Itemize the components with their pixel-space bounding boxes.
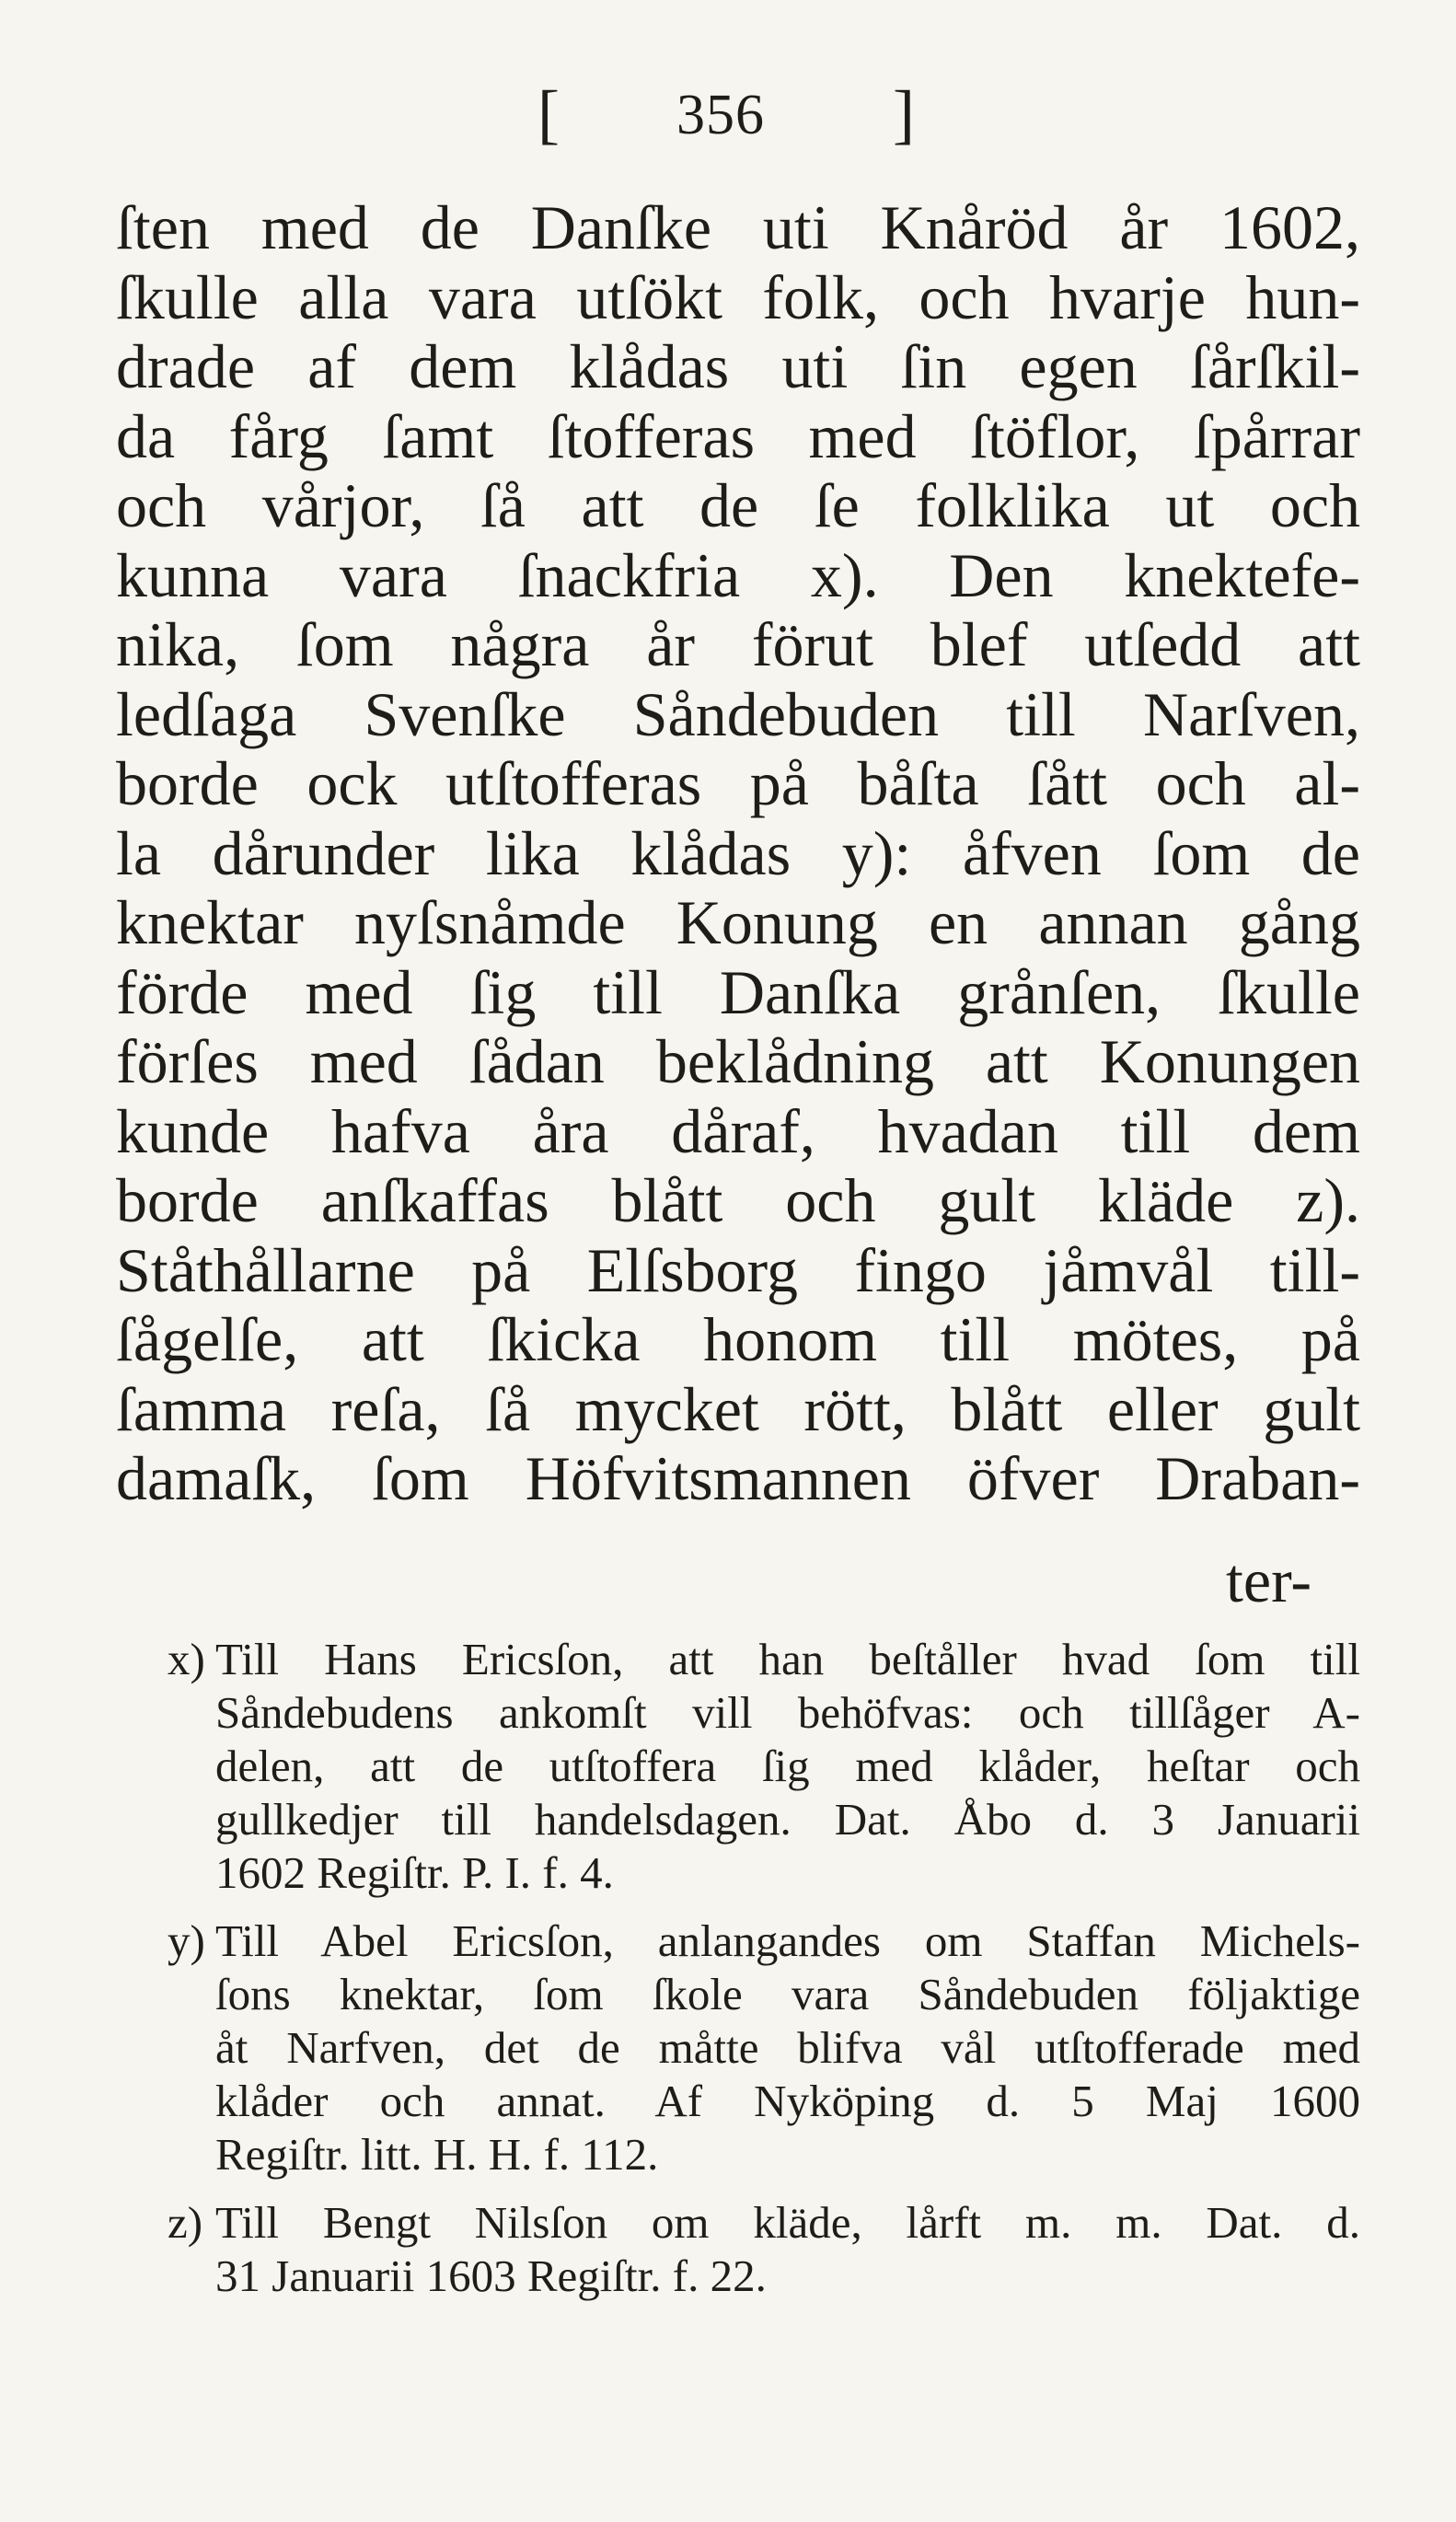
footnote-line: Såndebudens ankomſt vill behöfvas: och tillſåger A- <box>215 1687 1360 1738</box>
header-left-bracket: [ <box>537 77 560 151</box>
main-text-line: förde med ſig till Danſka grånſen, ſkulle <box>116 957 1360 1027</box>
main-text-line: nika, ſom några år förut blef utſedd att <box>116 610 1360 679</box>
footnote-line: gullkedjer till handelsdagen. Dat. Åbo d. 3 Januarii <box>215 1794 1360 1845</box>
main-text-line: da fårg ſamt ſtofferas med ſtöflor, ſpårrar <box>116 401 1360 471</box>
footnote-z <box>116 2196 1360 2303</box>
main-text-line: ſågelſe, att ſkicka honom till mötes, på <box>116 1305 1360 1374</box>
footnote-marker: y) <box>168 1915 205 1966</box>
footnotes <box>116 1633 1360 2303</box>
footnote-marker: x) <box>168 1634 205 1684</box>
footnote-line: 31 Januarii 1603 Regiſtr. f. 22. <box>215 2250 767 2301</box>
main-text-line: kunde hafva åra dåraf, hvadan till dem <box>116 1096 1360 1166</box>
main-text-line: borde anſkaffas blått och gult kläde z). <box>116 1166 1360 1235</box>
main-text-line: förſes med ſådan beklådning att Konungen <box>116 1027 1360 1096</box>
main-text-line: drade af dem klådas uti ſin egen ſårſkil- <box>116 332 1360 401</box>
catchword: ter- <box>1226 1545 1312 1615</box>
footnote-line: klåder och annat. Af Nyköping d. 5 Maj 1600 <box>215 2076 1360 2126</box>
footnote-line: 1602 Regiſtr. P. I. f. 4. <box>215 1847 614 1898</box>
footnote-marker: z) <box>168 2197 203 2248</box>
main-text-line: ſten med de Danſke uti Knåröd år 1602, <box>116 193 1360 262</box>
footnote-line: Till Abel Ericsſon, anlangandes om Staffan Michels- <box>215 1915 1360 1966</box>
main-text-line: ledſaga Svenſke Såndebuden till Narſven, <box>116 679 1360 749</box>
footnote-x <box>116 1633 1360 1900</box>
main-text <box>116 193 1360 1514</box>
main-text-line: knektar nyſsnåmde Konung en annan gång <box>116 888 1360 957</box>
footnote-y <box>116 1915 1360 2181</box>
main-text-line: la dårunder lika klådas y): åfven ſom de <box>116 818 1360 888</box>
footnote-line: ſons knektar, ſom ſkole vara Såndebuden följaktige <box>215 1969 1360 2019</box>
main-text-line: borde ock utſtofferas på båſta ſått och al- <box>116 749 1360 818</box>
footnote-line: Till Hans Ericsſon, att han beſtåller hvad ſom till <box>215 1634 1360 1684</box>
page-number: 356 <box>676 84 765 146</box>
page-header <box>0 77 1456 164</box>
main-text-line: och vårjor, ſå att de ſe folklika ut och <box>116 471 1360 540</box>
main-text-line: ſamma reſa, ſå mycket rött, blått eller gult <box>116 1374 1360 1444</box>
main-text-line: damaſk, ſom Höfvitsmannen öfver Draban- <box>116 1444 1360 1513</box>
header-right-bracket: ] <box>893 77 915 151</box>
main-text-line: ſkulle alla vara utſökt folk, och hvarje hun- <box>116 262 1360 332</box>
footnote-line: Till Bengt Nilsſon om kläde, lårft m. m. Dat. d. <box>215 2197 1360 2248</box>
main-text-line: Ståthållarne på Elſsborg fingo jåmvål till- <box>116 1235 1360 1305</box>
main-text-line: kunna vara ſnackfria x). Den knektefe- <box>116 540 1360 610</box>
footnote-line: delen, att de utſtoffera ſig med klåder, heſtar och <box>215 1741 1360 1791</box>
footnote-line: Regiſtr. litt. H. H. f. 112. <box>215 2129 659 2180</box>
footnote-line: åt Narfven, det de måtte blifva vål utſtofferade med <box>215 2022 1360 2073</box>
